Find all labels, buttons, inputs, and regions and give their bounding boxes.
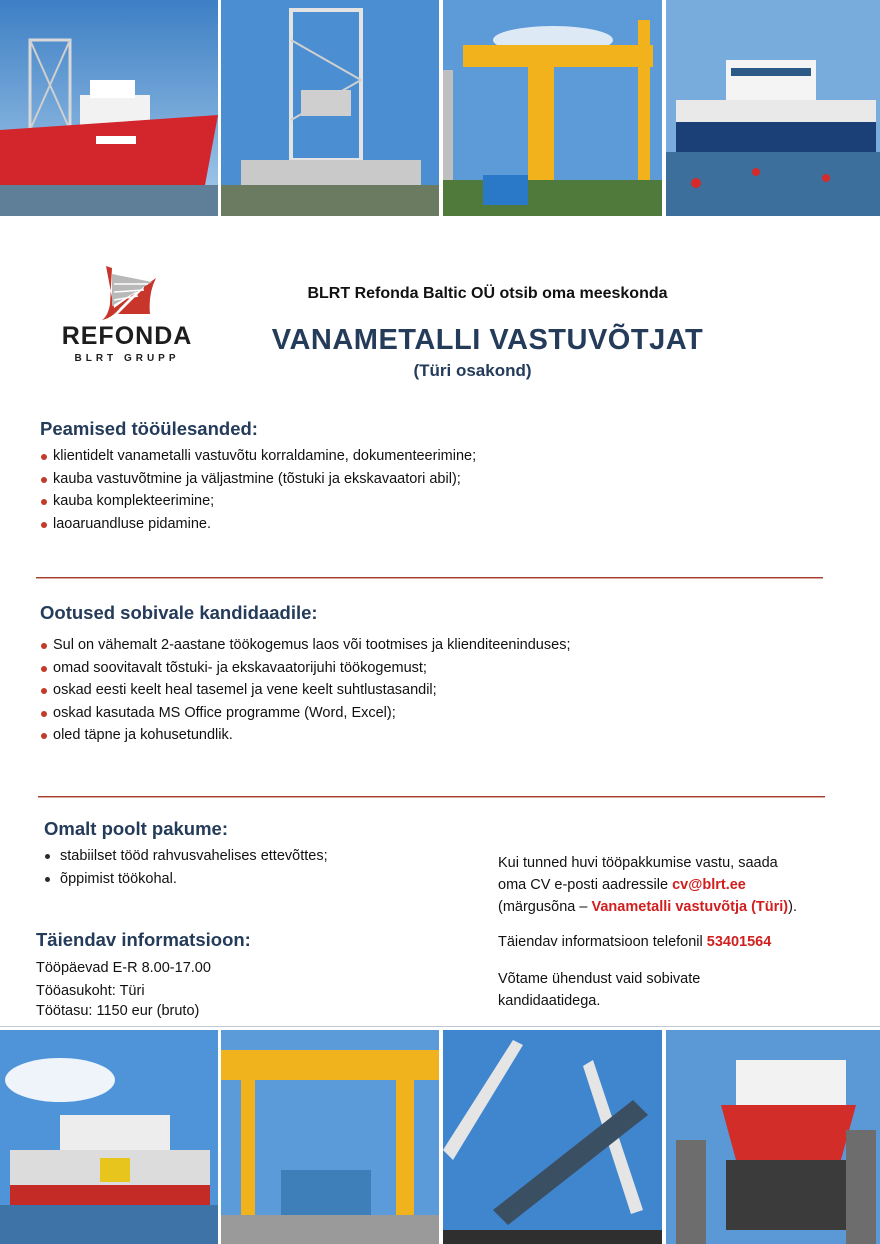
pontoon-vessel-photo [666, 0, 880, 216]
additional-info [36, 958, 211, 1021]
application-keyword: Vanametalli vastuvõtja (Türi) [591, 899, 789, 915]
section-divider [38, 796, 825, 797]
job-title: VANAMETALLI VASTUVÕTJAT [271, 324, 704, 356]
expectations-list [40, 634, 570, 747]
footer-photo-strip [0, 1030, 880, 1244]
contact-block [498, 852, 848, 918]
email-link[interactable]: cv@blrt.ee [672, 877, 746, 893]
list-item: õppimist töökohal. [40, 868, 328, 891]
phone-number[interactable]: 53401564 [706, 934, 772, 950]
list-item: kauba vastuvõtmine ja väljastmine (tõstuki ja ekskavaatori abil); [40, 468, 476, 491]
header-photo-strip [0, 0, 880, 216]
list-item: kauba komplekteerimine; [40, 490, 476, 513]
company-line: BLRT Refonda Baltic OÜ otsib oma meeskonda [307, 285, 668, 302]
offshore-vessel-photo [0, 0, 218, 216]
footer-divider [0, 1026, 880, 1027]
duties-list [40, 445, 476, 535]
job-subtitle: (Türi osakond) [413, 361, 532, 380]
expectations-heading: Ootused sobivale kandidaadile: [40, 602, 318, 623]
contact-line-1: Kui tunned huvi tööpakkumise vastu, saada [498, 855, 778, 871]
work-location: Tööasukoht: Türi [36, 983, 145, 999]
additional-info-heading: Täiendav informatsioon: [36, 929, 251, 950]
logo-wordmark: REFONDA [61, 322, 193, 350]
offer-list [40, 845, 328, 890]
yellow-crane-photo [443, 0, 662, 216]
drilling-tower-photo [221, 0, 439, 216]
contact-line-3: (märgusõna – Vanametalli vastuvõtja (Türi)). [498, 899, 797, 915]
list-item: oskad kasutada MS Office programme (Word, Excel); [40, 702, 570, 725]
offer-heading: Omalt poolt pakume: [44, 818, 228, 839]
list-item: laoaruandluse pidamine. [40, 513, 476, 536]
salary: Töötasu: 1150 eur (bruto) [36, 1003, 200, 1019]
contact-line-2: oma CV e-posti aadressile cv@blrt.ee [498, 877, 746, 893]
gantry-crane-photo [221, 1030, 439, 1244]
list-item: stabiilset tööd rahvusvahelises ettevõttes; [40, 845, 328, 868]
list-item: oskad eesti keelt heal tasemel ja vene keelt suhtlustasandil; [40, 679, 570, 702]
list-item: klientidelt vanametalli vastuvõtu korraldamine, dokumenteerimine; [40, 445, 476, 468]
list-item: oled täpne ja kohusetundlik. [40, 724, 570, 747]
working-hours: Tööpäevad E-R 8.00-17.00 [36, 960, 211, 976]
section-divider [36, 577, 823, 578]
work-boat-photo [0, 1030, 218, 1244]
phone-line: Täiendav informatsioon telefonil 53401564 [498, 934, 772, 950]
duties-heading: Peamised tööülesanded: [40, 418, 258, 439]
ship-loader-photo [443, 1030, 662, 1244]
list-item: Sul on vähemalt 2-aastane töökogemus laos või tootmises ja klienditeeninduses; [40, 634, 570, 657]
refonda-logo [52, 262, 202, 372]
list-item: omad soovitavalt tõstuki- ja ekskavaatorijuhi töökogemust; [40, 657, 570, 680]
logo-emblem-icon [100, 264, 158, 322]
icebreaker-drydock-photo [666, 1030, 880, 1244]
closing-note: Võtame ühendust vaid sobivate kandidaatidega. [498, 971, 701, 1009]
logo-subtitle: BLRT GRUPP [74, 353, 180, 364]
